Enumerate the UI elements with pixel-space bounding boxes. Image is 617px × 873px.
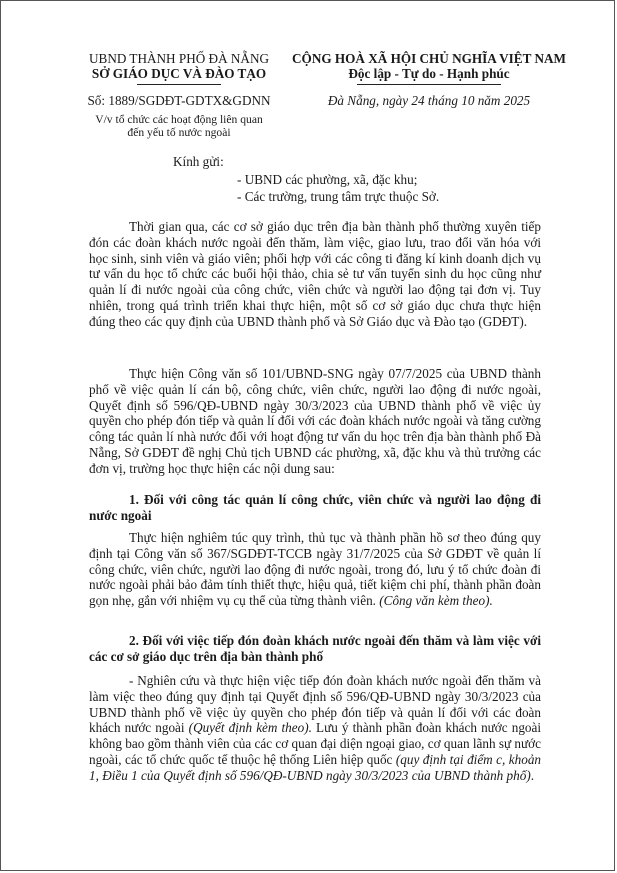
- body-paragraph-2: Thực hiện Công văn số 101/UBND-SNG ngày 07/7/2025 của UBND thành phố về việc quản lí cán bộ, công chức, viên chức, người lao động đi nước ngoài, Quyết định số 596/QĐ-UBND ngày 30/3/2023 của UBND thành phố về việc ủy quyền cho phép đón tiếp và quản lí đối với các đoàn khách nước ngoài và tăng cường công tác quản lí nhà nước đối với hoạt động tư vấn du học trên địa bàn thành phố Đà Nẵng, Sở GDĐT đề nghị Chủ tịch UBND các phường, xã, đặc khu và thủ trưởng các đơn vị, trường học thực hiện các nội dung sau:: [89, 366, 541, 476]
- issuer-city: UBND THÀNH PHỐ ĐÀ NẴNG: [89, 51, 269, 66]
- body-paragraph-3: [89, 530, 541, 609]
- paragraph-4-citation: (quy định tại điểm c, khoản 1, Điều 1 của Quyết định số 596/QĐ-UBND ngày 30/3/2023 của UBND thành phố): [89, 751, 542, 783]
- paragraph-4-attachment-note: (Quyết định kèm theo).: [188, 720, 312, 736]
- recipient-2: - Các trường, trung tâm trực thuộc Sở.: [237, 189, 440, 204]
- body-paragraph-4: [89, 673, 541, 783]
- paragraph-3-attachment-note: (Công văn kèm theo).: [379, 593, 493, 608]
- document-date: Đà Nẵng, ngày 24 tháng 10 năm 2025: [327, 93, 531, 108]
- salutation-label: Kính gửi:: [173, 154, 224, 169]
- body-paragraph-1: Thời gian qua, các cơ sở giáo dục trên địa bàn thành phố thường xuyên tiếp đón các đoàn khách nước ngoài đến thăm, làm việc, giao lưu, trao đổi văn hóa với học sinh, sinh viên và giáo viên; phối hợp với các công ti đăng kí kinh doanh dịch vụ tư vấn du học tổ chức các buổi hội thảo, chia sẻ tư vấn tuyển sinh du học cũng như quản lí đi nước ngoài của công chức, viên chức và người lao động tại đơn vị. Tuy nhiên, trong quá trình triển khai thực hiện, một số cơ sở giáo dục chưa thực hiện đúng theo các quy định của UBND thành phố và Sở Giáo dục và Đào tạo (GDĐT).: [89, 219, 541, 329]
- motto-underline: [357, 84, 501, 85]
- paragraph-3-text: Thực hiện nghiêm túc quy trình, thủ tục và thành phần hồ sơ theo đúng quy định tại Công văn số 367/SGDĐT-TCCB ngày 31/7/2025 của Sở GDĐT về quản lí công chức, viên chức, người lao động đi nước ngoài, trong đó, lưu ý tổ chức đoàn đi nước ngoài phải bảo đảm tính thiết thực, hiệu quả, tiết kiệm chi phí, thành phần đoàn gọn nhẹ, gắn với nhiệm vụ cụ thể của từng thành viên.: [89, 530, 541, 608]
- paragraph-4-remark: Lưu ý thành phần đoàn khách nước ngoài không bao gồm thành viên của các cơ quan đại diện ngoại giao, cơ quan lãnh sự nước ngoài, các tổ chức quốc tế thuộc hệ thống Liên hiệp quốc: [89, 720, 542, 767]
- subject-line-1: V/v tổ chức các hoạt động liên quan: [95, 113, 263, 126]
- subject-line-2: đến yếu tố nước ngoài: [127, 126, 231, 139]
- national-title: CỘNG HOÀ XÃ HỘI CHỦ NGHĨA VIỆT NAM: [292, 51, 566, 66]
- paragraph-4-end: .: [530, 767, 535, 783]
- section-heading-2: 2. Đối với việc tiếp đón đoàn khách nước ngoài đến thăm và làm việc với các cơ sở giáo dục trên địa bàn thành phố: [89, 633, 541, 664]
- recipient-1: - UBND các phường, xã, đặc khu;: [237, 172, 418, 187]
- national-motto: Độc lập - Tự do - Hạnh phúc: [348, 66, 510, 81]
- paragraph-4-text: - Nghiên cứu và thực hiện việc tiếp đón đoàn khách nước ngoài đến thăm và làm việc theo đúng quy định tại Quyết định số 596/QĐ-UBND ngày 30/3/2023 của UBND thành phố về việc ủy quyền cho phép đón tiếp và quản lí đối với các đoàn khách nước ngoài: [89, 673, 541, 736]
- issuer-department: SỞ GIÁO DỤC VÀ ĐÀO TẠO: [91, 66, 267, 81]
- section-heading-1: 1. Đối với công tác quản lí công chức, viên chức và người lao động đi nước ngoài: [89, 492, 541, 523]
- document-number: Số: 1889/SGDĐT-GDTX&GDNN: [87, 93, 271, 108]
- issuer-underline: [137, 84, 221, 85]
